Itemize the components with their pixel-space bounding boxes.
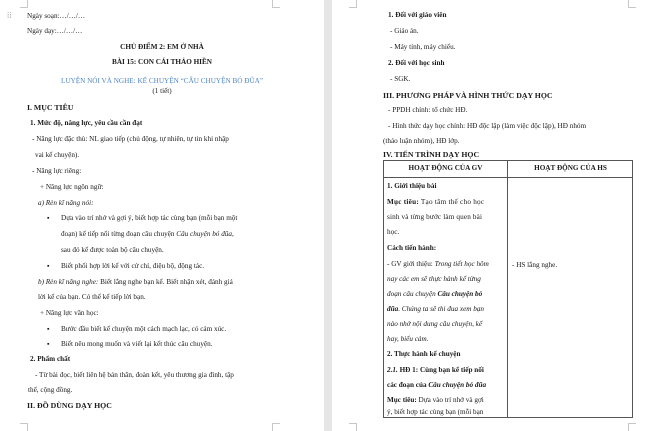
story-title: Câu chuyện bó đũa [428, 381, 487, 389]
text-span: các đoạn của [387, 381, 429, 389]
section-heading-objectives: I. MỤC TIÊU [27, 103, 74, 112]
topic-title: CHỦ ĐIỂM 2: EM Ở NHÀ [120, 43, 204, 51]
section-heading-procedure: IV. TIẾN TRÌNH DẠY HỌC [383, 150, 480, 159]
lesson-duration: (1 tiết) [152, 87, 172, 95]
section-heading-materials: II. ĐỒ DÙNG DẠY HỌC [27, 401, 112, 410]
text-span: Mục tiêu: [387, 198, 419, 206]
paragraph-text: - PPDH chính: tổ chức HĐ. [388, 106, 468, 114]
list-item: - SGK. [390, 75, 411, 83]
text-span: 2.1. [387, 366, 398, 374]
cell-text: - HS lắng nghe. [512, 261, 558, 269]
cell-text [387, 305, 484, 314]
subsection-heading: 1. Đối với giáo viên [388, 11, 447, 19]
cell-heading: 1. Giới thiệu bài [387, 182, 437, 190]
paragraph-text: - Hình thức dạy học chính: HĐ độc lập (làm việc độc lập), HĐ nhóm [388, 122, 587, 130]
cell-text [387, 260, 489, 269]
paragraph-text: + Năng lực ngôn ngữ: [40, 183, 104, 191]
cell-text: hay, biểu cảm. [387, 335, 429, 343]
cell-text: nào nhớ nội dung câu chuyện, kể [387, 320, 483, 328]
text-span: . Chúng ta sẽ thi đua xem bạn [398, 305, 485, 313]
section-heading-methods: III. PHƯƠNG PHÁP VÀ HÌNH THỨC DẠY HỌC [383, 91, 553, 100]
paragraph-text: thể, cộng đồng. [28, 386, 73, 394]
story-title: Câu chuyện bó [437, 290, 483, 298]
lesson-title: BÀI 15: CON CÁI THẢO HIỀN [112, 58, 212, 66]
crop-mark [628, 0, 636, 8]
text-span: HĐ 1: Cùng bạn kể tiếp nối [397, 366, 484, 374]
subsection-heading: 2. Đối với học sinh [388, 59, 445, 67]
paragraph-text: vai kể chuyện). [35, 151, 80, 159]
text-span: Dựa vào trí nhớ và gợi [416, 396, 484, 404]
paragraph-text: a) Rèn kĩ năng nói: [38, 199, 94, 207]
drag-handle-icon[interactable]: ⁞⁞ [7, 11, 12, 20]
text-span: Trong tiết học hôm [434, 260, 489, 268]
table-divider [507, 161, 508, 417]
cell-text: học. [387, 228, 400, 236]
date-prepared: Ngày soạn:…/…/… [27, 12, 86, 20]
paragraph-text: + Năng lực văn học: [40, 309, 99, 317]
page-gutter [324, 0, 332, 431]
text-span: - GV giới thiệu: [387, 260, 435, 268]
paragraph-text: - Từ bài đọc, biết liên hệ bản thân, đoàn kết, yêu thương gia đình, tập [35, 371, 234, 379]
table-divider [384, 177, 632, 178]
text-span: đoạn câu chuyện [387, 290, 438, 298]
paragraph-text: lời kể của bạn. Có thể kể tiếp lời bạn. [38, 293, 146, 301]
paragraph-text: - Năng lực đặc thù: NL giao tiếp (chủ động, tự nhiên, tự tin khi nhập [32, 135, 229, 143]
crop-mark [272, 0, 280, 8]
text-span: , [231, 230, 234, 238]
crop-mark [349, 0, 357, 8]
text-span: b) Rèn kĩ năng nghe: [38, 278, 99, 286]
crop-mark [272, 423, 280, 431]
list-item: ▪ Biết nêu mong muốn và viết lại kết thúc câu chuyện. [61, 340, 213, 349]
cell-heading: Cách tiến hành: [387, 244, 437, 252]
list-item: ▪ Bước đầu biết kể chuyện một cách mạch lạc, có cảm xúc. [61, 325, 226, 334]
crop-mark [20, 423, 28, 431]
list-item: - Giáo án. [390, 27, 419, 35]
table-header-hs: HOẠT ĐỘNG CỦA HS [534, 164, 607, 172]
cell-heading: 2. Thực hành kể chuyện [387, 350, 461, 358]
cell-heading [387, 381, 486, 390]
subsection-heading: 2. Phẩm chất [30, 355, 71, 363]
text-span: Biết lắng nghe bạn kể. Biết nhận xét, đánh giá [98, 278, 233, 286]
document-page-left [0, 0, 324, 431]
date-taught: Ngày dạy:…/…/… [27, 27, 83, 35]
lesson-subtitle: LUYỆN NÓI VÀ NGHE: KỂ CHUYỆN “CÂU CHUYỆN BÓ ĐŨA” [60, 77, 264, 85]
paragraph-text: (thảo luận nhóm), HĐ lớp. [383, 137, 460, 145]
cell-text: sinh và từng bước làm quen bài [387, 213, 483, 221]
cell-heading [387, 366, 484, 375]
cell-text [387, 198, 484, 207]
list-item: ▪ Dựa vào trí nhớ và gợi ý, biết hợp tác cùng bạn (mỗi bạn một [61, 214, 237, 223]
list-item: - Máy tính, máy chiếu. [390, 43, 456, 51]
story-title: đũa [387, 305, 399, 313]
text-span: đoạn) kể tiếp nối từng đoạn câu chuyện [61, 230, 177, 238]
crop-mark [628, 423, 636, 431]
list-item-continuation [61, 230, 234, 239]
subsection-heading: 1. Mức độ, năng lực, yêu cầu cần đạt [30, 119, 143, 127]
text-span: Mục tiêu: [387, 396, 417, 404]
crop-mark [349, 423, 357, 431]
paragraph-text: - Năng lực riêng: [32, 167, 82, 175]
cell-text [387, 396, 484, 405]
paragraph-text [38, 278, 233, 287]
teaching-procedure-table [383, 160, 633, 418]
table-header-gv: HOẠT ĐỘNG CỦA GV [408, 164, 483, 172]
cell-text [387, 290, 482, 299]
text-span: Tạo tâm thế cho học [419, 198, 485, 206]
cell-text: ý, biết hợp tác cùng bạn (mỗi bạn [387, 408, 484, 416]
list-item-continuation: sau đó kể được toàn bộ câu chuyện. [61, 246, 164, 254]
cell-text: nay các em sẽ thực hành kể từng [387, 275, 481, 283]
crop-mark [20, 0, 28, 8]
list-item: ▪ Biết phối hợp lời kể với cử chỉ, điệu bộ, động tác. [61, 262, 204, 271]
story-title: Câu chuyện bó đũa [176, 230, 232, 238]
